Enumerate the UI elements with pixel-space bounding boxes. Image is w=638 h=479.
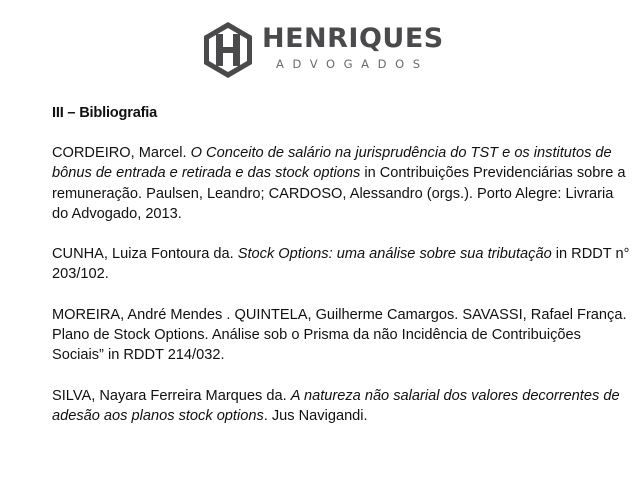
henriques-logo-icon [202, 20, 254, 80]
reference-text: CORDEIRO, Marcel. [52, 145, 191, 162]
header-logo [0, 0, 638, 95]
reference-text: in RDDT n° 203/102. [52, 246, 630, 283]
reference-title: O Conceito de salário na jurisprudência do TST e os institutos de bônus de entrada e retirada e das stock options [52, 145, 612, 182]
reference-text: SILVA, Nayara Ferreira Marques da. [52, 387, 291, 404]
reference-text: in Contribuições Previdenciárias sobre a remuneração. Paulsen, Leandro; CARDOSO, Alessandro (orgs.). Porto Alegre: Livraria do Advogado, 2013. [52, 165, 626, 222]
reference-text: CUNHA, Luiza Fontoura da. [52, 246, 238, 263]
bibliography [52, 103, 632, 446]
reference-text: . Jus Navigandi. [263, 407, 368, 424]
reference-title: Stock Options: uma análise sobre sua tributação [237, 246, 552, 263]
reference-item [52, 244, 632, 284]
section-title: III – Bibliografia [52, 105, 158, 121]
reference-title: A natureza não salarial dos valores decorrentes de adesão aos planos stock options [52, 387, 620, 424]
reference-text: MOREIRA, André Mendes . QUINTELA, Guilherme Camargos. SAVASSI, Rafael França. Plano de Stock Options. Análise sob o Prisma da não Incidência de Contribuições Sociais” in RDDT 214/032. [52, 306, 627, 364]
reference-item [52, 305, 632, 366]
logo-subtitle: ADVOGADOS [276, 57, 429, 71]
reference-item [52, 143, 632, 224]
logo-name: HENRIQUES [262, 23, 444, 54]
reference-item [52, 386, 632, 426]
